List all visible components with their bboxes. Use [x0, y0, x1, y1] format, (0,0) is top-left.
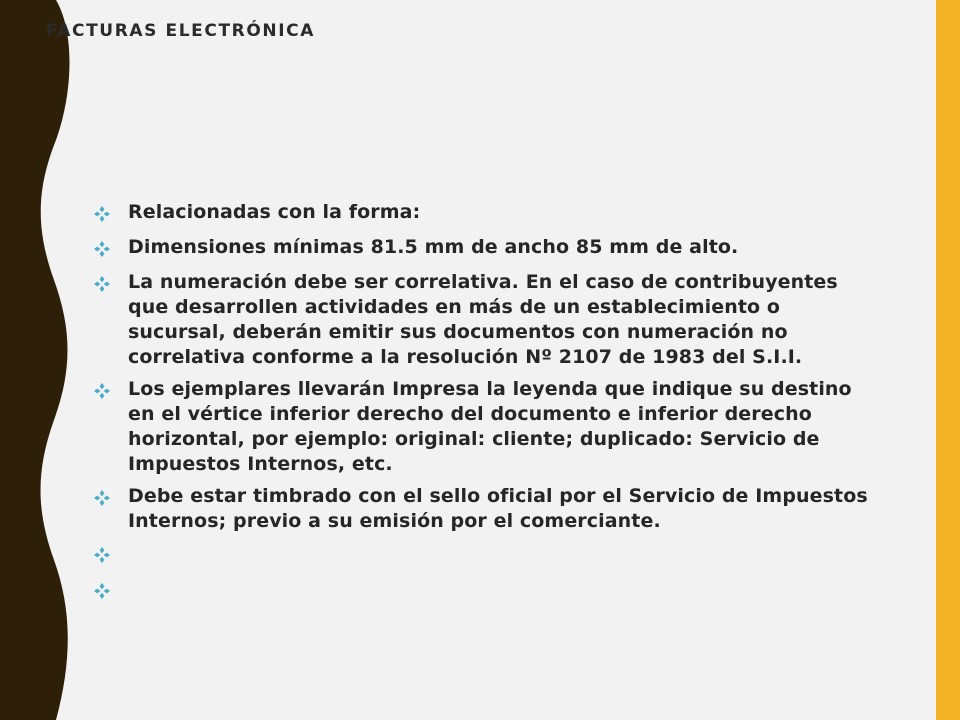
- four-diamond-bullet-icon: [92, 377, 128, 405]
- list-item: [92, 377, 882, 477]
- list-item: [92, 235, 882, 263]
- bullet-list: [92, 200, 882, 613]
- list-item: [92, 541, 882, 566]
- list-item: [92, 484, 882, 534]
- four-diamond-bullet-icon: [92, 577, 128, 605]
- list-item: [92, 270, 882, 370]
- wavy-edge-shape: [0, 0, 70, 720]
- right-accent-band: [936, 0, 960, 720]
- four-diamond-bullet-icon: [92, 541, 128, 569]
- bullet-text: Relacionadas con la forma:: [128, 201, 421, 223]
- four-diamond-bullet-icon: [92, 235, 128, 263]
- four-diamond-bullet-icon: [92, 270, 128, 298]
- bullet-text: Debe estar timbrado con el sello oficial por el Servicio de Impuestos Internos; previo a su emisión por el comerciante.: [128, 485, 868, 532]
- four-diamond-bullet-icon: [92, 484, 128, 512]
- bullet-text: La numeración debe ser correlativa. En el caso de contribuyentes que desarrollen actividades en más de un establecimiento o sucursal, deberán emitir sus documentos con numeración no correlativa conforme a la resolución Nº 2107 de 1983 del S.I.I.: [128, 271, 838, 368]
- four-diamond-bullet-icon: [92, 200, 128, 228]
- list-item: [92, 200, 882, 228]
- list-item: [92, 577, 882, 602]
- slide-title: FACTURAS ELECTRÓNICA: [46, 21, 315, 41]
- bullet-text: Dimensiones mínimas 81.5 mm de ancho 85 mm de alto.: [128, 236, 739, 258]
- bullet-text: Los ejemplares llevarán Impresa la leyenda que indique su destino en el vértice inferior derecho del documento e inferior derecho horizontal, por ejemplo: original: cliente; duplicado: Servicio de Impuestos Internos, etc.: [128, 378, 852, 475]
